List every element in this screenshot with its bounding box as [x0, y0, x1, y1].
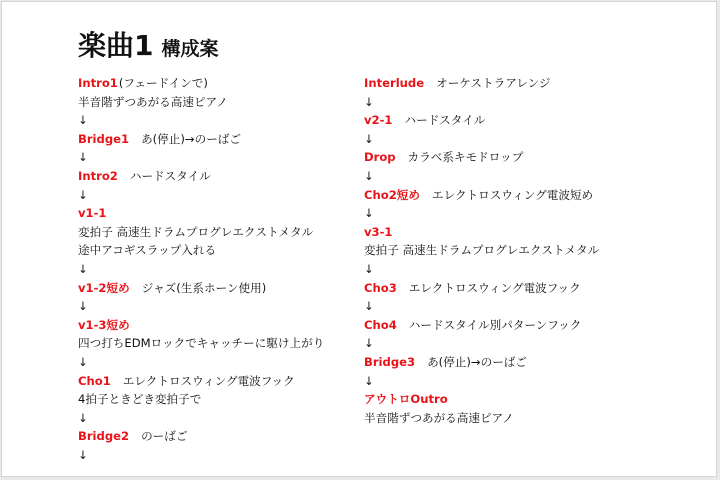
section-text: 半音階ずつあがる高速ピアノ [364, 410, 514, 425]
arrow-glyph: ↓ [78, 354, 88, 369]
section-line [364, 279, 599, 298]
section-line [364, 74, 599, 93]
arrow-glyph: ↓ [78, 187, 88, 202]
description-line [364, 241, 599, 260]
section-text: 途中アコギスラップ入れる [78, 243, 217, 258]
section-line [78, 279, 324, 298]
section-line [364, 316, 599, 335]
left-column [78, 74, 324, 464]
flow-arrow [78, 409, 324, 428]
section-line [78, 130, 324, 149]
description-line [78, 93, 324, 112]
arrow-glyph: ↓ [364, 206, 374, 221]
flow-arrow [364, 130, 599, 149]
arrow-glyph: ↓ [364, 131, 374, 146]
section-line [364, 223, 599, 242]
arrow-glyph: ↓ [78, 261, 88, 276]
section-text: 変拍子 高速生ドラムプログレエクストメタル [78, 224, 314, 239]
arrow-glyph: ↓ [364, 336, 374, 351]
flow-arrow [78, 353, 324, 372]
section-text: 4拍子ときどき変拍子で [78, 392, 202, 407]
section-label: Intro1 [78, 76, 118, 90]
arrow-glyph: ↓ [364, 373, 374, 388]
section-text: カラベ系キモドロップ [407, 150, 524, 165]
section-text: あ(停止)→のーばご [427, 354, 527, 369]
flow-arrow [364, 297, 599, 316]
section-text: 変拍子 高速生ドラムプログレエクストメタル [364, 243, 600, 258]
flow-arrow [364, 372, 599, 391]
section-text: オーケストラアレンジ [436, 76, 551, 90]
description-line [78, 390, 324, 409]
flow-arrow [364, 260, 599, 279]
section-text: (フェードインで) [118, 76, 208, 90]
arrow-glyph: ↓ [364, 299, 374, 314]
section-label: v1-1 [78, 206, 107, 221]
flow-arrow [364, 204, 599, 223]
section-line [78, 427, 324, 446]
flow-arrow [78, 111, 324, 130]
section-line [364, 186, 599, 205]
section-label: v2-1 [364, 113, 393, 128]
arrow-glyph: ↓ [78, 299, 88, 314]
slide-title [78, 24, 219, 64]
description-line [78, 223, 324, 242]
section-label: Cho1 [78, 373, 111, 388]
flow-arrow [78, 297, 324, 316]
flow-arrow [78, 186, 324, 205]
arrow-glyph: ↓ [78, 447, 88, 462]
arrow-glyph: ↓ [364, 261, 374, 276]
section-label: Cho2短め [364, 187, 420, 202]
arrow-glyph: ↓ [364, 94, 374, 109]
right-column [364, 74, 599, 427]
description-line [78, 241, 324, 260]
section-label: Intro2 [78, 168, 118, 183]
section-label: Bridge3 [364, 354, 416, 369]
arrow-glyph: ↓ [78, 150, 88, 165]
section-label: v3-1 [364, 224, 393, 239]
flow-arrow [364, 167, 599, 186]
section-text: エレクトロスウィング電波フック [408, 280, 581, 295]
flow-arrow [364, 93, 599, 112]
arrow-glyph: ↓ [78, 410, 88, 425]
section-text: エレクトロスウィング電波短め [431, 187, 594, 202]
section-text: ハードスタイル [404, 113, 486, 128]
section-line [364, 390, 599, 409]
slide [1, 1, 717, 477]
section-text: あ(停止)→のーばご [141, 131, 241, 146]
description-line [364, 409, 599, 428]
title-main: 楽曲1 [78, 29, 154, 62]
section-label: Bridge2 [78, 429, 130, 444]
section-line [78, 372, 324, 391]
section-label: Interlude [364, 76, 425, 90]
flow-arrow [78, 148, 324, 167]
section-text: ハードスタイル別パターンフック [408, 317, 582, 332]
section-text: 半音階ずつあがる高速ピアノ [78, 94, 228, 109]
arrow-glyph: ↓ [78, 113, 88, 128]
arrow-glyph: ↓ [364, 168, 374, 183]
section-line [364, 148, 599, 167]
section-text: ハードスタイル [129, 168, 211, 183]
flow-arrow [78, 260, 324, 279]
section-label: Drop [364, 150, 396, 165]
section-text: 四つ打ちEDMロックでキャッチーに駆け上がり [78, 336, 325, 351]
section-text: エレクトロスウィング電波フック [122, 373, 295, 388]
section-line [78, 316, 324, 335]
section-text: のーばご [141, 429, 188, 444]
flow-arrow [78, 446, 324, 465]
section-label: v1-3短め [78, 317, 130, 332]
section-line [364, 111, 599, 130]
section-line [78, 167, 324, 186]
section-label: v1-2短め [78, 280, 130, 295]
section-line [78, 204, 324, 223]
description-line [78, 334, 324, 353]
section-label: アウトロOutro [364, 392, 448, 407]
section-line [364, 353, 599, 372]
section-label: Bridge1 [78, 131, 130, 146]
section-label: Cho3 [364, 280, 397, 295]
section-line [78, 74, 324, 93]
section-text: ジャズ(生系ホーン使用) [141, 280, 267, 295]
section-label: Cho4 [364, 317, 397, 332]
title-sub: 構成案 [161, 38, 219, 60]
flow-arrow [364, 334, 599, 353]
